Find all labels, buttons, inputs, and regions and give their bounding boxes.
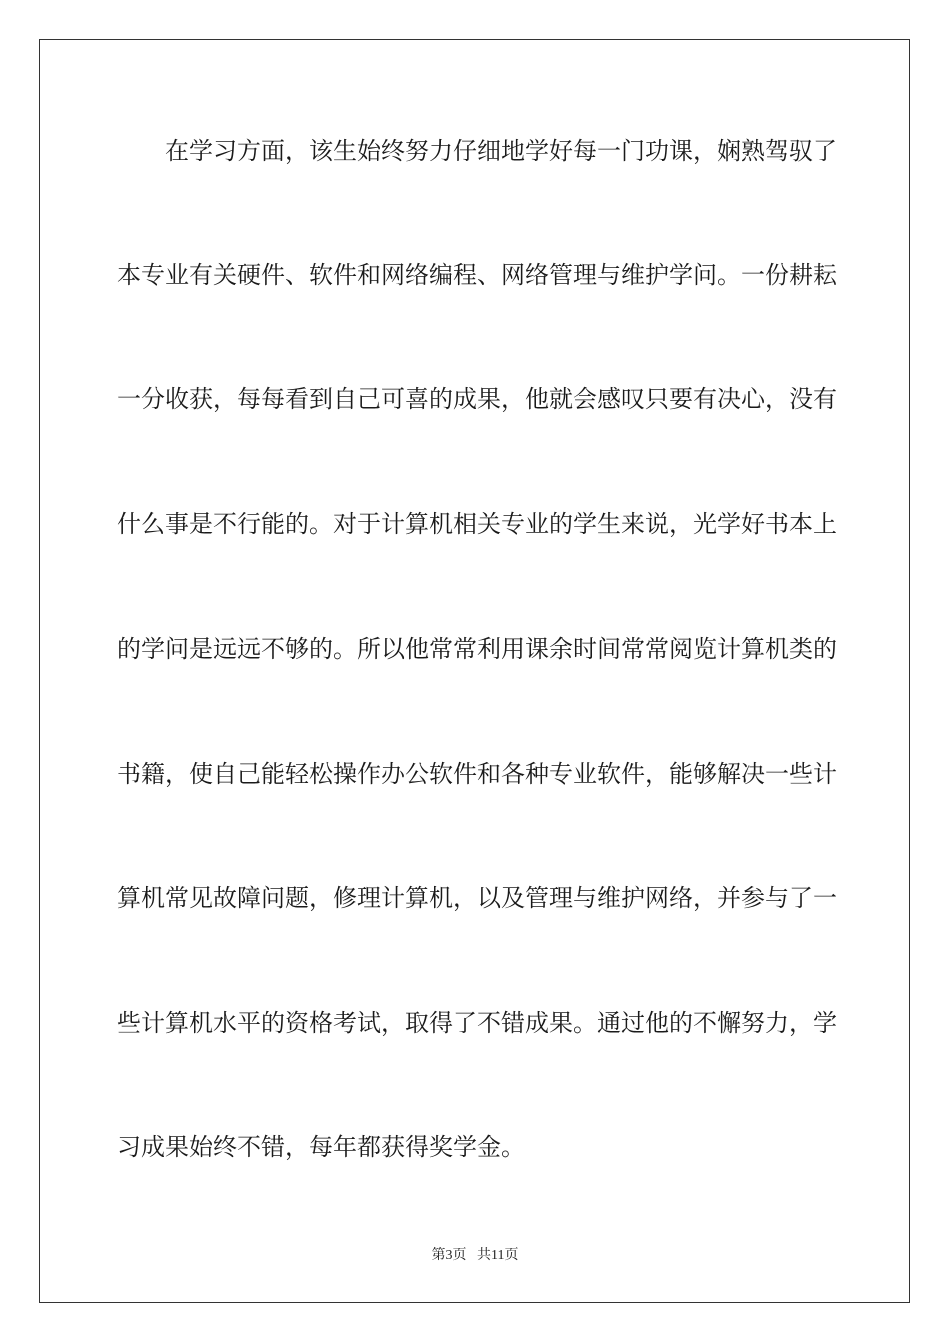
page-total: 共11页 [477,1248,519,1263]
paragraph-line: 些计算机水平的资格考试，取得了不错成果。通过他的不懈努力，学 [117,1009,837,1037]
paragraph-line: 在学习方面，该生始终努力仔细地学好每一门功课，娴熟驾驭了 [117,137,837,165]
paragraph-line: 的学问是远远不够的。所以他常常利用课余时间常常阅览计算机类的 [117,635,837,663]
paragraph-line: 本专业有关硬件、软件和网络编程、网络管理与维护学问。一份耕耘 [117,261,837,289]
page-border [39,39,910,1303]
paragraph-line: 书籍，使自己能轻松操作办公软件和各种专业软件，能够解决一些计 [117,760,837,788]
page-footer [0,1247,950,1265]
paragraph-line: 习成果始终不错，每年都获得奖学金。 [117,1133,525,1161]
page-number: 第3页 [431,1248,467,1263]
paragraph-line: 一分收获，每每看到自己可喜的成果，他就会感叹只要有决心，没有 [117,385,837,413]
paragraph-line: 什么事是不行能的。对于计算机相关专业的学生来说，光学好书本上 [117,510,837,538]
paragraph-line: 算机常见故障问题，修理计算机，以及管理与维护网络，并参与了一 [117,884,837,912]
